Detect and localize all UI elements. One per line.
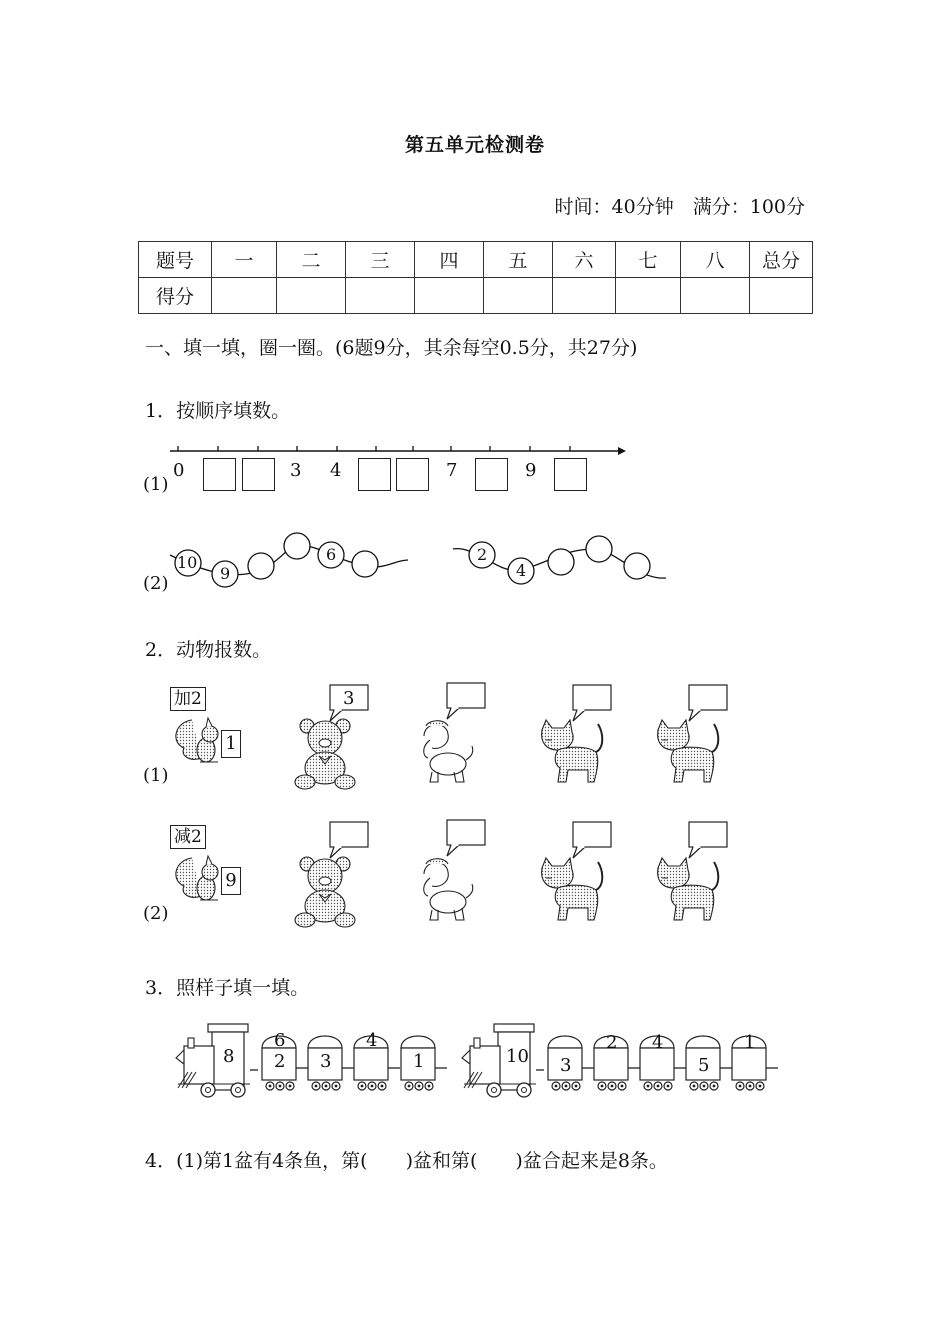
q2-part1-label: (1) bbox=[143, 765, 169, 786]
car-bottom-value: 5 bbox=[698, 1055, 710, 1076]
score-header-cell: 题号 bbox=[139, 242, 212, 278]
operation-box: 减2 bbox=[170, 825, 206, 849]
operation-box: 加2 bbox=[170, 687, 206, 711]
car-bottom-value: 1 bbox=[413, 1051, 425, 1072]
score-header-cell: 八 bbox=[681, 242, 750, 278]
score-header-cell: 总分 bbox=[750, 242, 813, 278]
score-header-cell: 一 bbox=[212, 242, 277, 278]
question-3-text: 3．照样子填一填。 bbox=[145, 977, 310, 999]
score-header-cell: 七 bbox=[616, 242, 681, 278]
bead-value: 9 bbox=[220, 564, 231, 583]
question-4-text: 4．(1)第1盆有4条鱼，第( )盆和第( )盆合起来是8条。 bbox=[145, 1150, 668, 1172]
number-line-value: 9 bbox=[525, 460, 537, 481]
bead-value: 6 bbox=[326, 545, 337, 564]
car-top-value: 4 bbox=[652, 1032, 664, 1053]
car-bottom-value: 3 bbox=[320, 1051, 332, 1072]
number-line-value: 3 bbox=[290, 460, 302, 481]
score-header-cell: 四 bbox=[415, 242, 484, 278]
number-line-value: 4 bbox=[330, 460, 342, 481]
start-value-box: 9 bbox=[221, 867, 241, 895]
start-value-box: 1 bbox=[221, 730, 241, 758]
car-bottom-value: 2 bbox=[274, 1051, 286, 1072]
engine-value: 8 bbox=[223, 1046, 235, 1067]
page-title: 第五单元检测卷 bbox=[404, 134, 545, 156]
score-header-cell: 三 bbox=[346, 242, 415, 278]
car-bottom-value: 3 bbox=[560, 1055, 572, 1076]
car-top-value: 6 bbox=[274, 1030, 286, 1051]
score-row-label: 得分 bbox=[139, 278, 212, 314]
bear-count-value: 3 bbox=[343, 688, 355, 709]
bead-value: 10 bbox=[177, 553, 198, 572]
exam-meta: 时间：40分钟 满分：100分 bbox=[554, 196, 805, 218]
engine-value: 10 bbox=[506, 1046, 529, 1067]
bead-value: 2 bbox=[477, 545, 488, 564]
question-2-text: 2．动物报数。 bbox=[145, 639, 272, 661]
score-header-cell: 六 bbox=[553, 242, 616, 278]
q1-part1-label: (1) bbox=[143, 474, 169, 495]
score-header-cell: 二 bbox=[277, 242, 346, 278]
number-line-value: 0 bbox=[173, 460, 185, 481]
bead-value: 4 bbox=[516, 561, 527, 580]
section-1-heading: 一、填一填，圈一圈。(6题9分，其余每空0.5分，共27分) bbox=[145, 337, 638, 359]
q2-part2-label: (2) bbox=[143, 903, 169, 924]
question-1-text: 1．按顺序填数。 bbox=[145, 400, 291, 422]
car-top-value: 1 bbox=[744, 1032, 756, 1053]
score-header-cell: 五 bbox=[484, 242, 553, 278]
number-line-value: 7 bbox=[446, 460, 458, 481]
car-top-value: 2 bbox=[606, 1032, 618, 1053]
q1-part2-label: (2) bbox=[143, 573, 169, 594]
car-top-value: 4 bbox=[366, 1030, 378, 1051]
